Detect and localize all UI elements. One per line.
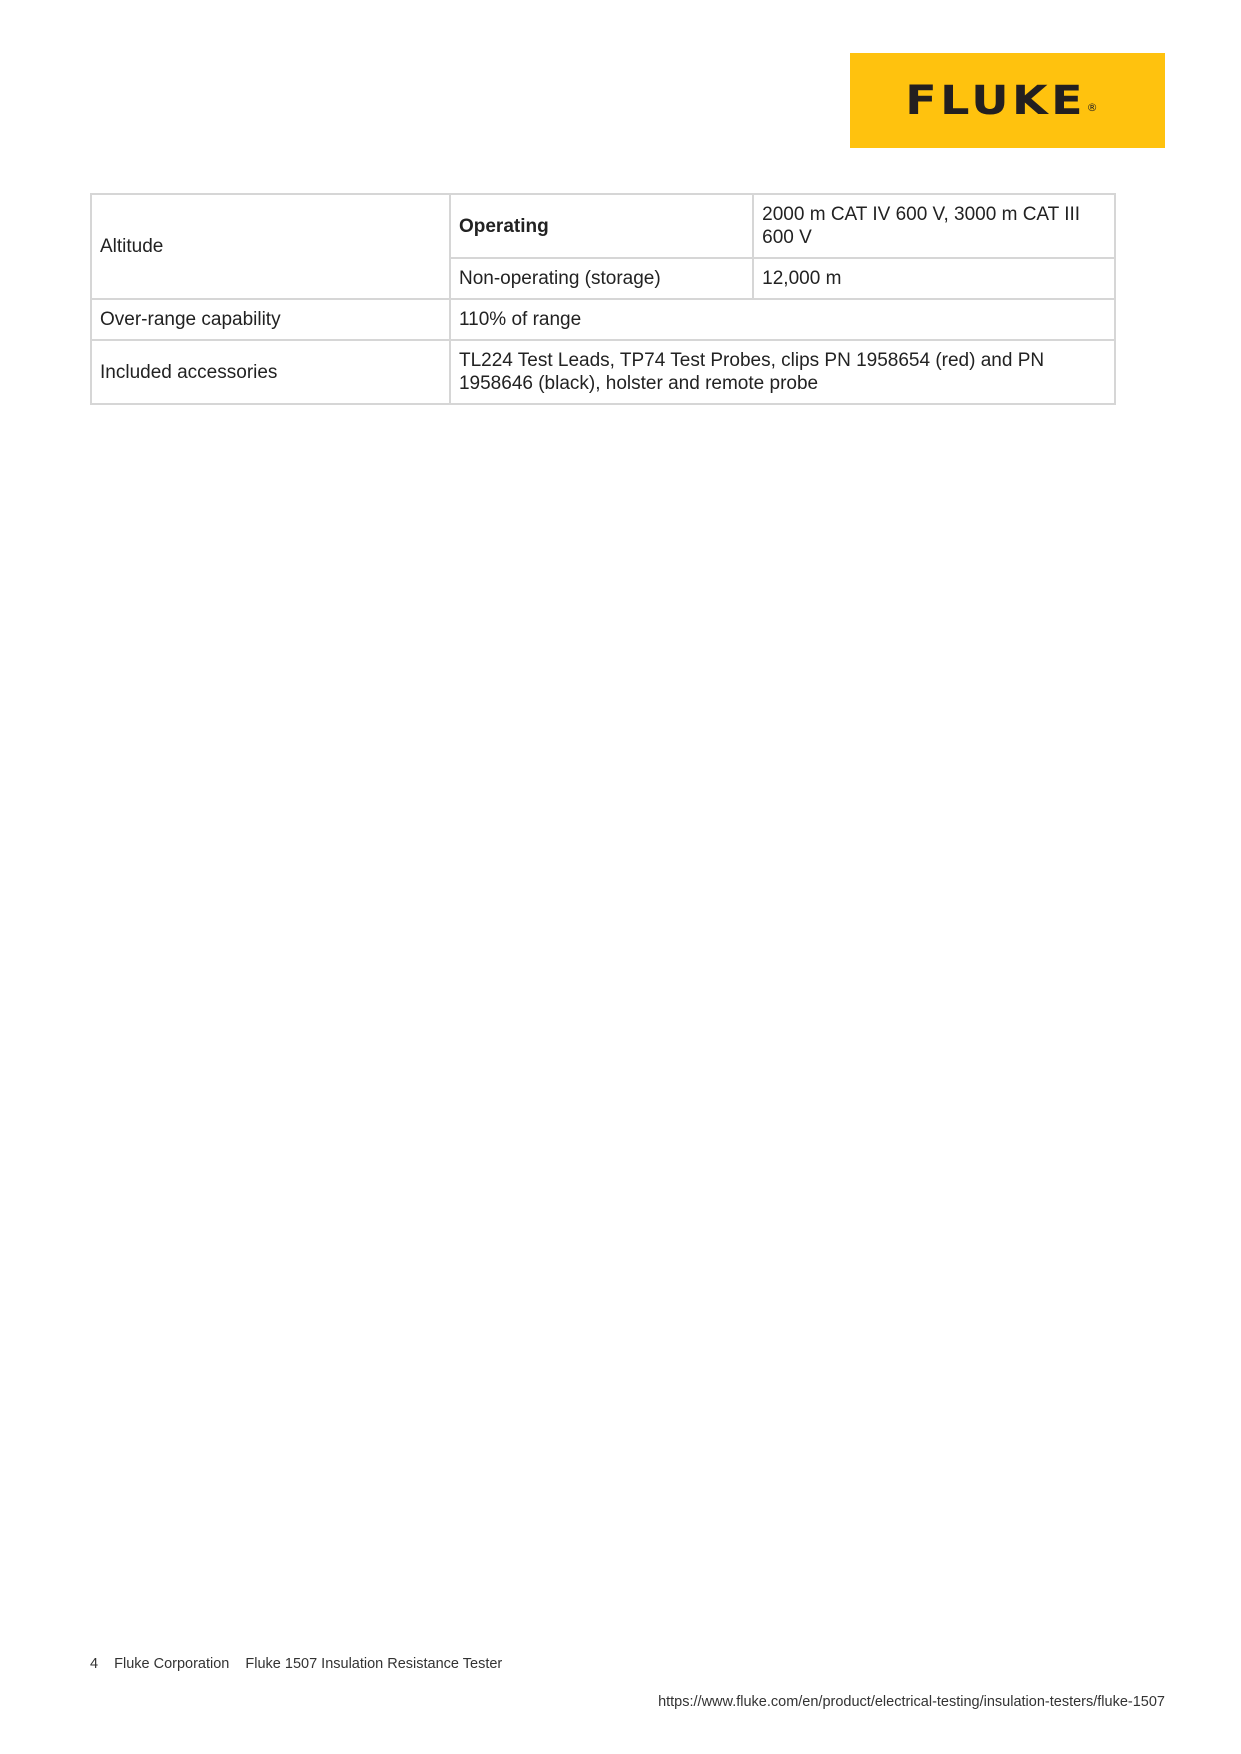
- footer-company: Fluke Corporation: [114, 1656, 230, 1672]
- row-label-accessories: Included accessories: [91, 340, 450, 404]
- table-row-altitude-operating: [91, 194, 1115, 258]
- page-number: 4: [90, 1656, 99, 1672]
- value-operating: 2000 m CAT IV 600 V, 3000 m CAT III 600 V: [753, 194, 1115, 258]
- table-row-over-range: [91, 299, 1115, 340]
- fluke-logo: [850, 53, 1165, 148]
- footer-url-link[interactable]: https://www.fluke.com/en/product/electrical-testing/insulation-testers/fluke-1507: [658, 1694, 1165, 1710]
- row-label-over-range: Over-range capability: [91, 299, 450, 340]
- condition-operating: Operating: [450, 194, 753, 258]
- condition-non-operating: Non-operating (storage): [450, 258, 753, 299]
- row-label-altitude: Altitude: [91, 194, 450, 299]
- logo-wordmark: FLUKE: [905, 77, 1087, 124]
- footer-product: Fluke 1507 Insulation Resistance Tester: [245, 1656, 503, 1672]
- registered-mark: ®: [1086, 101, 1098, 114]
- value-non-operating: 12,000 m: [753, 258, 1115, 299]
- value-over-range: 110% of range: [450, 299, 1115, 340]
- footer-info: [90, 1656, 514, 1672]
- table-row-accessories: [91, 340, 1115, 404]
- value-accessories: TL224 Test Leads, TP74 Test Probes, clips PN 1958654 (red) and PN 1958646 (black), holster and remote probe: [450, 340, 1115, 404]
- specs-table: [90, 193, 1116, 405]
